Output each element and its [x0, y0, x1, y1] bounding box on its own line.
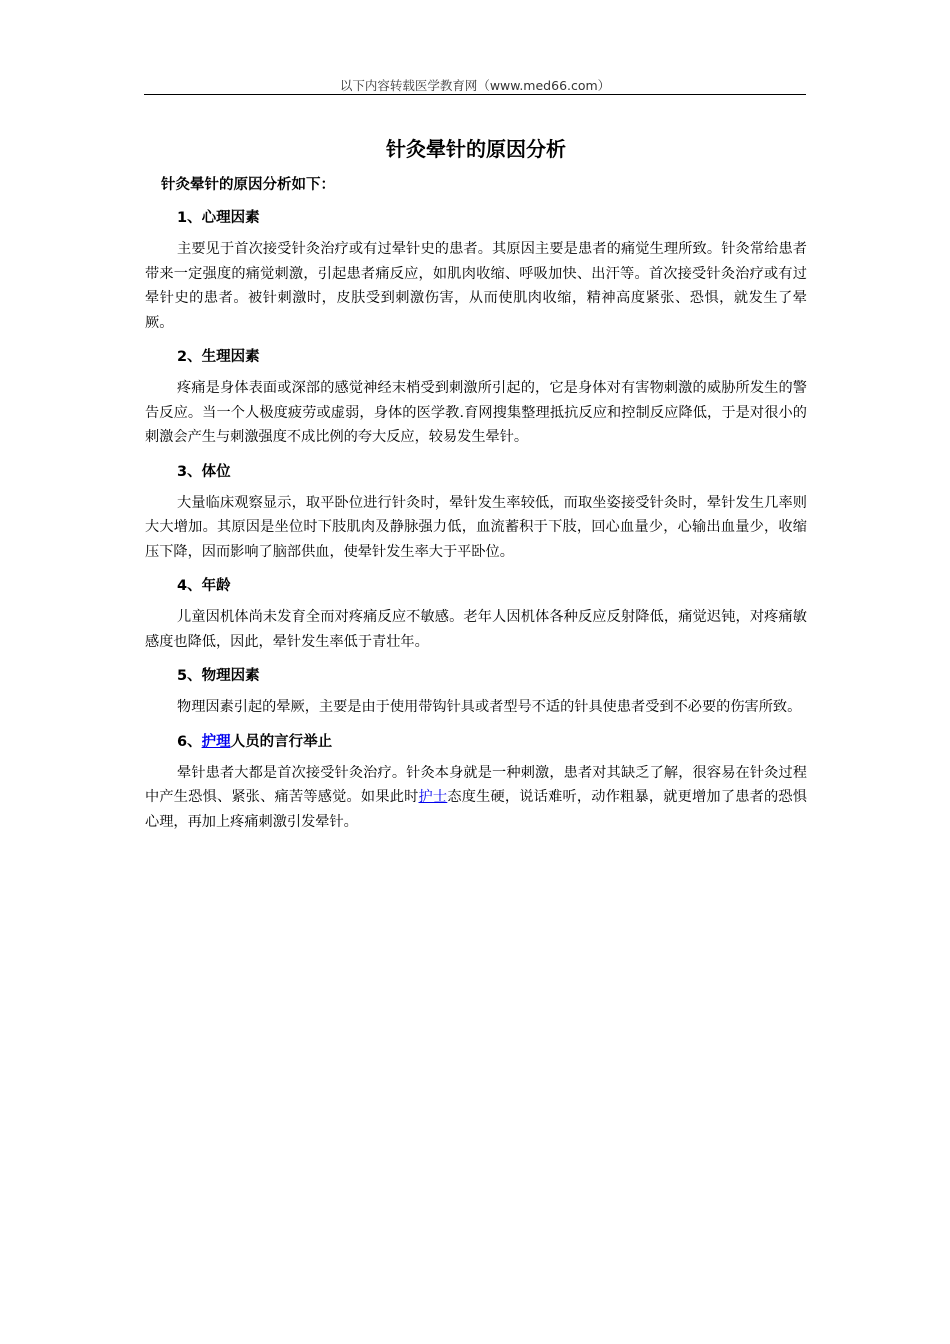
nurse-link[interactable]: 护士 — [418, 789, 448, 805]
article-content — [145, 134, 807, 834]
section-body-physiological: 疼痛是身体表面或深部的感觉神经末梢受到刺激所引起的，它是身体对有害物刺激的威胁所发生的警告反应。当一个人极度疲劳或虚弱，身体的医学教.育网搜集整理抵抗反应和控制反应降低，于是对很小的刺激会产生与刺激强度不成比例的夸大反应，较易发生晕针。 — [145, 380, 807, 445]
section-body-psychological: 主要见于首次接受针灸治疗或有过晕针史的患者。其原因主要是患者的痛觉生理所致。针灸常给患者带来一定强度的痛觉刺激，引起患者痛反应，如肌肉收缩、呼吸加快、出汗等。首次接受针灸治疗或有过晕针史的患者。被针刺激时，皮肤受到刺激伤害，从而使肌肉收缩，精神高度紧张、恐惧，就发生了晕厥。 — [145, 241, 807, 331]
nursing-link[interactable]: 护理 — [201, 733, 231, 750]
heading-prefix: 6、 — [177, 733, 202, 750]
page-header: 以下内容转载医学教育网（www.med66.com） — [339, 78, 611, 93]
section-heading-posture: 3、体位 — [177, 463, 231, 480]
heading-suffix: 人员的言行举止 — [230, 733, 333, 750]
header-divider — [144, 94, 806, 95]
section-heading-physical: 5、物理因素 — [177, 668, 260, 684]
section-heading-nursing-staff — [177, 731, 807, 753]
section-heading-psychological: 1、心理因素 — [177, 210, 260, 226]
section-body-posture: 大量临床观察显示，取平卧位进行针灸时，晕针发生率较低，而取坐姿接受针灸时，晕针发生几率则大大增加。其原因是坐位时下肢肌肉及静脉强力低，血流蓄积于下肢，回心血量少，心输出血量少，收缩压下降，因而影响了脑部供血，使晕针发生率大于平卧位。 — [145, 494, 807, 560]
article-intro: 针灸晕针的原因分析如下： — [161, 177, 335, 193]
section-body-age: 儿童因机体尚未发育全而对疼痛反应不敏感。老年人因机体各种反应反射降低，痛觉迟钝，对疼痛敏感度也降低，因此，晕针发生率低于青壮年。 — [145, 609, 807, 650]
body-text-after: 态度生硬，说话难听，动作粗暴，就更增加了患者的恐惧心理，再加上疼痛刺激引发晕针。 — [145, 789, 807, 830]
article-title: 针灸晕针的原因分析 — [386, 137, 566, 161]
section-body-nursing-staff — [145, 761, 807, 835]
section-heading-age: 4、年龄 — [177, 578, 231, 594]
section-heading-physiological: 2、生理因素 — [177, 349, 260, 365]
body-text-before: 晕针患者大都是首次接受针灸治疗。针灸本身就是一种刺激，患者对其缺乏了解，很容易在针灸过程中产生恐惧、紧张、痛苦等感觉。如果此时 — [145, 764, 807, 805]
section-body-physical: 物理因素引起的晕厥，主要是由于使用带钩针具或者型号不适的针具使患者受到不必要的伤害所致。 — [177, 699, 802, 715]
